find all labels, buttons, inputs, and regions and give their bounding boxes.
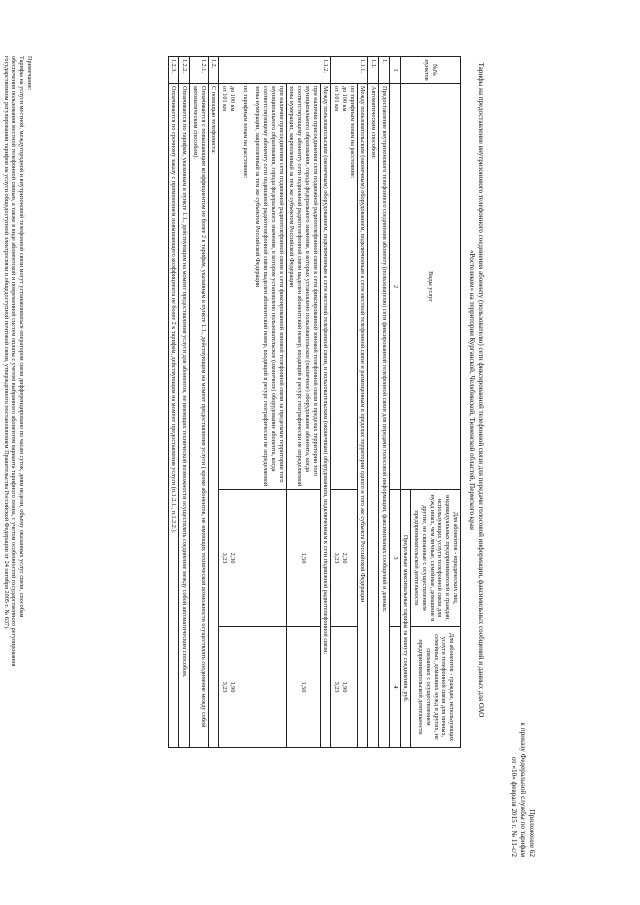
col-number-3: 3 bbox=[390, 490, 401, 627]
tariff-value: 1,50 bbox=[286, 490, 320, 627]
tariff-table bbox=[168, 56, 461, 748]
appendix-header bbox=[509, 722, 536, 857]
tariff-cell-citizens bbox=[331, 627, 357, 748]
tariff-value: 2,30 bbox=[229, 552, 236, 564]
zone-label: по тарифным зонам на расстояние: bbox=[348, 86, 356, 179]
table-row bbox=[168, 57, 179, 748]
appendix-line-1: к приказу Федеральной службы по тарифам bbox=[519, 722, 527, 857]
note-line: обеспечения пользования местной телефонной связью, а также в виде абонентской и повременной систем оплаты с учетом выбранного абонентом варианта тарифного плана, с учетом особенностей государственного регулирования bbox=[10, 56, 18, 667]
zone-up-to-100: до 100 км bbox=[229, 86, 236, 112]
column-numbers-row bbox=[390, 57, 401, 748]
table-row bbox=[179, 57, 190, 748]
header-service: Виды услуг bbox=[400, 84, 460, 490]
row-text: Между пользовательским (оконечным) оборудованием, подключенным к сети местной телефонной связи, и пользовательским (оконечным) оборудованием, подключенным к сети подвижной радиотелефонной связи: bbox=[320, 84, 331, 748]
row-text: Предоставление внутризонового телефонного соединения абоненту (пользователю) сети фиксированной телефонной связи для передачи голосовой информации, факсимильных сообщений и данных: bbox=[379, 84, 390, 748]
tariff-value: 3,23 bbox=[333, 681, 341, 693]
row-text: Оплачивается с повышающим коэффициентом не более 2 к тарифам, указанным в пункте 1.1., действующим на момент предоставления услуги ( кроме абонентов, не имеющих технической возможности осуществлять соединение между собой автоматическим способом). bbox=[190, 84, 209, 748]
row-number: 1.2. bbox=[208, 57, 219, 84]
zone-up-to-100: до 100 км bbox=[341, 86, 348, 112]
table-row bbox=[331, 57, 357, 748]
row-text: Оплачивается по тарифам, указанным в пункте 1.1., действующим на момент предоставления услуги для абонентов, не имеющих технической возможности осуществлять соединение между собой автоматическим способом. bbox=[179, 84, 190, 748]
row-number: 1.1.1. bbox=[331, 57, 368, 84]
row-number: 1.2.1. bbox=[190, 57, 209, 84]
appendix-title: Приложение 62 bbox=[528, 809, 536, 857]
header-col-c: Для абонентов - граждан, использующих услуги телефонной связи для личных, семейных, домашних нужд и других, не связанных с осуществлением предпринимательской деятельности bbox=[411, 627, 461, 748]
zone-label: по тарифным зонам на расстояние: bbox=[241, 86, 249, 179]
tariff-value: 3,23 bbox=[333, 552, 341, 564]
table-row bbox=[286, 57, 320, 748]
col-number-4: 4 bbox=[390, 627, 401, 748]
tariff-cell-business bbox=[331, 490, 357, 627]
row-text: Автоматическим способом: bbox=[368, 84, 379, 748]
tariff-value: 1,90 bbox=[341, 681, 348, 693]
table-header-row bbox=[411, 57, 461, 748]
tariff-value: 1,50 bbox=[286, 627, 320, 748]
row-number: 1.1. bbox=[368, 57, 379, 84]
notes-title: Примечание: bbox=[26, 56, 33, 91]
appendix-line-2: от «10» февраля 2015 г. № 11-с/2 bbox=[510, 756, 518, 857]
notes-section bbox=[0, 56, 33, 756]
table-row bbox=[219, 57, 286, 748]
col-number-2: 2 bbox=[390, 84, 401, 490]
tariff-value: 3,23 bbox=[221, 681, 229, 693]
row-details bbox=[219, 84, 286, 490]
tariff-cell-citizens bbox=[219, 627, 286, 748]
note-line: государственном регулировании тарифов на услуги общедоступной электросвязи и общедоступной почтовой связи, утвержденного постановлением Правительства Российской Федерации от 24 октября 2005 г. № 637). bbox=[2, 56, 10, 630]
tariff-value: 3,23 bbox=[221, 552, 229, 564]
note-line: Тарифы на услуги местной, междугородной и внутризоновой телефонной связи могут устанавливаться оператором связи дифференцировано по часам суток, дням недели, объему оказанных услуг связи, способам bbox=[18, 56, 26, 618]
row-paragraph: при наличии присоединения сети подвижной радиотелефонной связи к сети фиксированной зоновой телефонной связи за пределами территории того муниципального образования, города федерального значения, в котором установлено пользовательское (оконечное) оборудование абонента, когда соответствующему абоненту сети подвижной радиотелефонной связи выделен абонентский номер, входящий в ресурс географически не определяемой зоны нумерации, закрепленный за тем же субъектом Российской Федерации bbox=[254, 86, 285, 487]
document-title: Тарифы на предоставление внутризонового телефонного соединения абоненту (пользователю) сети фиксированной телефонной связи для передачи голосовой информации, факсимильных сообщений и данных для ОАО «Ростелеком» на территории Курганской, Челябинской, Тюменской областей, Пермского края bbox=[468, 62, 485, 718]
row-details: при наличии присоединения сети подвижной радиотелефонной связи к сети фиксированной зоновой телефонной связи в пределах территории того муниципального образования, города федерального значения, в которых установлено пользовательское (оконечное) оборудование абонента, когда соответствующему абоненту сети подвижной радиотелефонной связи выделен абонентский номер, входящий в ресурс географически не определяемой зоны нумерации, закрепленный за тем же субъектом Российской Федерации bbox=[286, 84, 320, 490]
table-row bbox=[379, 57, 390, 748]
table-row bbox=[208, 57, 219, 748]
header-span: Предельные максимальные тарифы за минуту соединения, руб. bbox=[400, 490, 411, 748]
tariff-cell-business bbox=[219, 490, 286, 627]
table-row bbox=[357, 57, 368, 748]
row-text: Оплачивается по срочному заказу с применением повышающего коэффициента не более 2 к тарифам, действующим на момент предоставления услуги (п.1.2.1., п.1.2.2.). bbox=[168, 84, 179, 748]
row-text: Между пользовательским (оконечным) оборудованием, подключенным к сети местной телефонной связи и размещенным в пределах территории одного и того же субъекта Российской Федерации bbox=[357, 84, 368, 748]
row-number: 1.2.3. bbox=[168, 57, 179, 84]
zone-from-101: от 101 км bbox=[333, 86, 341, 112]
row-details bbox=[331, 84, 357, 490]
row-number: 1.1.2. bbox=[219, 57, 331, 84]
row-number: 1. bbox=[379, 57, 390, 84]
tariff-value: 1,90 bbox=[229, 681, 236, 693]
table-row bbox=[190, 57, 209, 748]
zone-from-101: от 101 км bbox=[221, 86, 229, 112]
col-number-1: 1 bbox=[390, 57, 401, 84]
header-col-b: Для абонентов - юридических лиц, индивидуальных предпринимателей и граждан, использующих услуги телефонной связи для нужд иных, чем личные, семейные, домашние и другие, не связанные с осуществлением предпринимательской деятельности bbox=[411, 490, 461, 627]
row-text: С помощью телефониста: bbox=[208, 84, 219, 748]
tariff-value: 2,30 bbox=[341, 552, 348, 564]
header-num: №№ пунктов bbox=[400, 57, 460, 84]
row-number: 1.2.2. bbox=[179, 57, 190, 84]
table-row bbox=[368, 57, 379, 748]
table-row bbox=[320, 57, 331, 748]
